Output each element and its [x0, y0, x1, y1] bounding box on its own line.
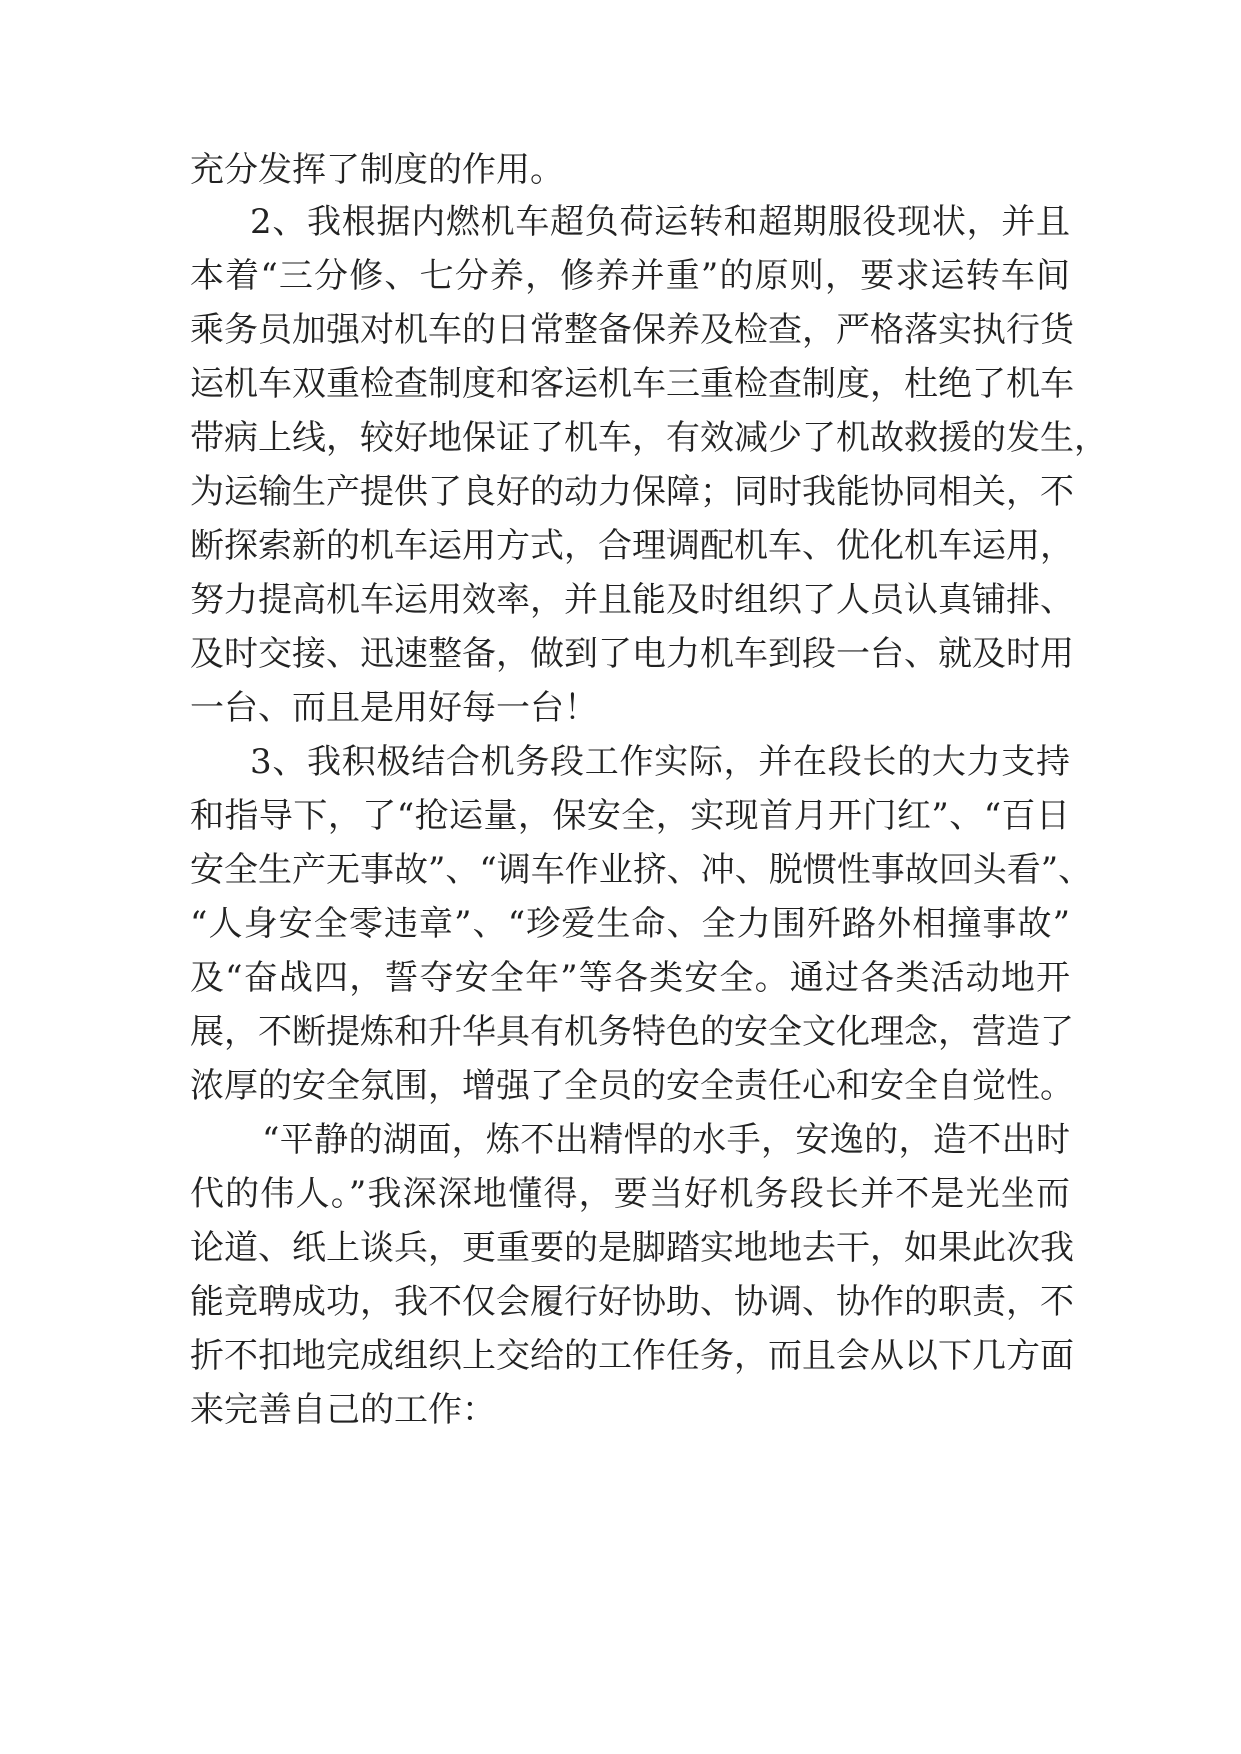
text-line: 论道、纸上谈兵，更重要的是脚踏实地地去干，如果此次我	[190, 1228, 1074, 1268]
text-line: 折不扣地完成组织上交给的工作任务，而且会从以下几方面	[190, 1336, 1074, 1376]
text-line: 及“奋战四，誓夺安全年”等各类安全。通过各类活动地开	[190, 958, 1070, 998]
text-line: 努力提高机车运用效率，并且能及时组织了人员认真铺排、	[190, 580, 1074, 620]
text-line: 展，不断提炼和升华具有机务特色的安全文化理念，营造了	[190, 1012, 1074, 1052]
text-line: 充分发挥了制度的作用。	[190, 150, 564, 190]
text-line: 及时交接、迅速整备，做到了电力机车到段一台、就及时用	[190, 634, 1074, 674]
text-line: 运机车双重检查制度和客运机车三重检查制度，杜绝了机车	[190, 364, 1074, 404]
text-line: 乘务员加强对机车的日常整备保养及检查，严格落实执行货	[190, 310, 1074, 350]
text-line: 浓厚的安全氛围，增强了全员的安全责任心和安全自觉性。	[190, 1066, 1074, 1106]
text-line: “人身安全零违章”、“珍爱生命、全力围歼路外相撞事故”	[190, 904, 1070, 944]
text-line: “平静的湖面，炼不出精悍的水手，安逸的，造不出时	[262, 1120, 1070, 1160]
text-line: 和指导下，了“抢运量，保安全，实现首月开门红”、“百日	[190, 796, 1070, 836]
text-line: 来完善自己的工作：	[190, 1390, 496, 1430]
text-line: 代的伟人。”我深深地懂得，要当好机务段长并不是光坐而	[190, 1174, 1070, 1214]
text-line: 断探索新的机车运用方式，合理调配机车、优化机车运用，	[190, 526, 1074, 566]
text-line: 本着“三分修、七分养，修养并重”的原则，要求运转车间	[190, 256, 1070, 296]
text-line: 带病上线，较好地保证了机车，有效减少了机故救援的发生，	[190, 418, 1108, 458]
text-line: 安全生产无事故”、“调车作业挤、冲、脱惯性事故回头看”、	[190, 850, 1093, 890]
text-line: 3、我积极结合机务段工作实际，并在段长的大力支持	[250, 742, 1070, 782]
text-line: 为运输生产提供了良好的动力保障；同时我能协同相关，不	[190, 472, 1074, 512]
text-line: 能竞聘成功，我不仅会履行好协助、协调、协作的职责，不	[190, 1282, 1074, 1322]
text-line: 2、我根据内燃机车超负荷运转和超期服役现状，并且	[250, 202, 1070, 242]
text-line: 一台、而且是用好每一台！	[190, 688, 598, 728]
